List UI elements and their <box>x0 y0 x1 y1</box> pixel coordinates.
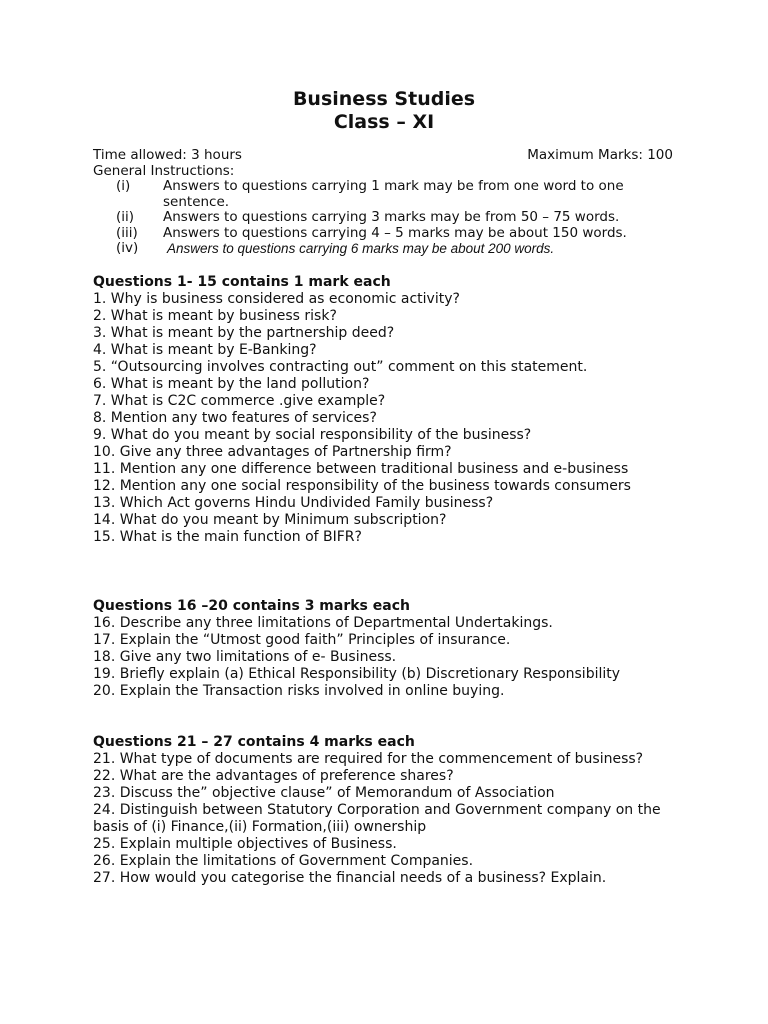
question-item: 11. Mention any one difference between traditional business and e-business <box>93 461 629 477</box>
question-item: 12. Mention any one social responsibility of the business towards consumers <box>93 478 631 494</box>
question-item: 21. What type of documents are required for the commencement of business? <box>93 751 644 767</box>
question-item: 17. Explain the “Utmost good faith” Principles of insurance. <box>93 632 511 648</box>
question-item: 4. What is meant by E-Banking? <box>93 342 317 358</box>
instruction-item <box>93 179 673 210</box>
question-item: 3. What is meant by the partnership deed? <box>93 325 395 341</box>
question-item: 22. What are the advantages of preference shares? <box>93 768 454 784</box>
section-heading: Questions 16 –20 contains 3 marks each <box>93 598 410 614</box>
question-item: 7. What is C2C commerce .give example? <box>93 393 386 409</box>
question-item: 25. Explain multiple objectives of Business. <box>93 836 397 852</box>
question-item: 14. What do you meant by Minimum subscription? <box>93 512 447 528</box>
instruction-item <box>93 210 673 226</box>
question-item: 13. Which Act governs Hindu Undivided Family business? <box>93 495 494 511</box>
question-item: 27. How would you categorise the financial needs of a business? Explain. <box>93 870 607 886</box>
class-subtitle: Class – XI <box>333 111 435 133</box>
question-item: 9. What do you meant by social responsibility of the business? <box>93 427 532 443</box>
instruction-number: (i) <box>116 178 131 194</box>
section-3-marks <box>93 598 683 700</box>
instruction-number: (ii) <box>116 209 135 225</box>
instruction-number: (iv) <box>116 240 139 256</box>
instruction-number: (iii) <box>116 224 138 241</box>
general-instructions-label: General Instructions: <box>93 162 235 179</box>
exam-meta <box>93 148 673 257</box>
section-1-mark <box>93 274 683 546</box>
question-item: 5. “Outsourcing involves contracting out” comment on this statement. <box>93 359 588 375</box>
question-item: 26. Explain the limitations of Government Companies. <box>93 853 474 869</box>
time-allowed: Time allowed: 3 hours <box>93 147 242 163</box>
section-heading: Questions 1- 15 contains 1 mark each <box>93 274 391 290</box>
section-4-marks <box>93 734 683 887</box>
question-item: 24. Distinguish between Statutory Corporation and Government company on the basis of (i) Finance,(ii) Formation,(iii) ownership <box>93 802 661 835</box>
question-item: 19. Briefly explain (a) Ethical Responsibility (b) Discretionary Responsibility <box>93 666 621 682</box>
question-item: 10. Give any three advantages of Partnership firm? <box>93 444 452 460</box>
instructions-list <box>93 179 673 257</box>
instruction-item <box>93 241 673 257</box>
instruction-text: Answers to questions carrying 4 – 5 marks may be about 150 words. <box>163 224 627 241</box>
instruction-text: Answers to questions carrying 1 mark may be from one word to one sentence. <box>163 178 624 210</box>
maximum-marks: Maximum Marks: 100 <box>527 147 673 163</box>
instruction-text: Answers to questions carrying 6 marks may be about 200 words. <box>167 241 555 256</box>
question-item: 1. Why is business considered as economic activity? <box>93 291 460 307</box>
question-item: 6. What is meant by the land pollution? <box>93 376 370 392</box>
document-title: Business Studies <box>292 88 476 110</box>
instruction-text: Answers to questions carrying 3 marks may be from 50 – 75 words. <box>163 209 620 225</box>
question-item: 18. Give any two limitations of e- Business. <box>93 649 397 665</box>
question-item: 15. What is the main function of BIFR? <box>93 529 362 545</box>
section-heading: Questions 21 – 27 contains 4 marks each <box>93 734 415 750</box>
question-item: 2. What is meant by business risk? <box>93 308 337 324</box>
question-item: 20. Explain the Transaction risks involved in online buying. <box>93 683 505 699</box>
question-item: 16. Describe any three limitations of Departmental Undertakings. <box>93 615 553 631</box>
instruction-item <box>93 226 673 242</box>
question-item: 23. Discuss the” objective clause” of Memorandum of Association <box>93 785 555 801</box>
question-item: 8. Mention any two features of services? <box>93 410 377 426</box>
